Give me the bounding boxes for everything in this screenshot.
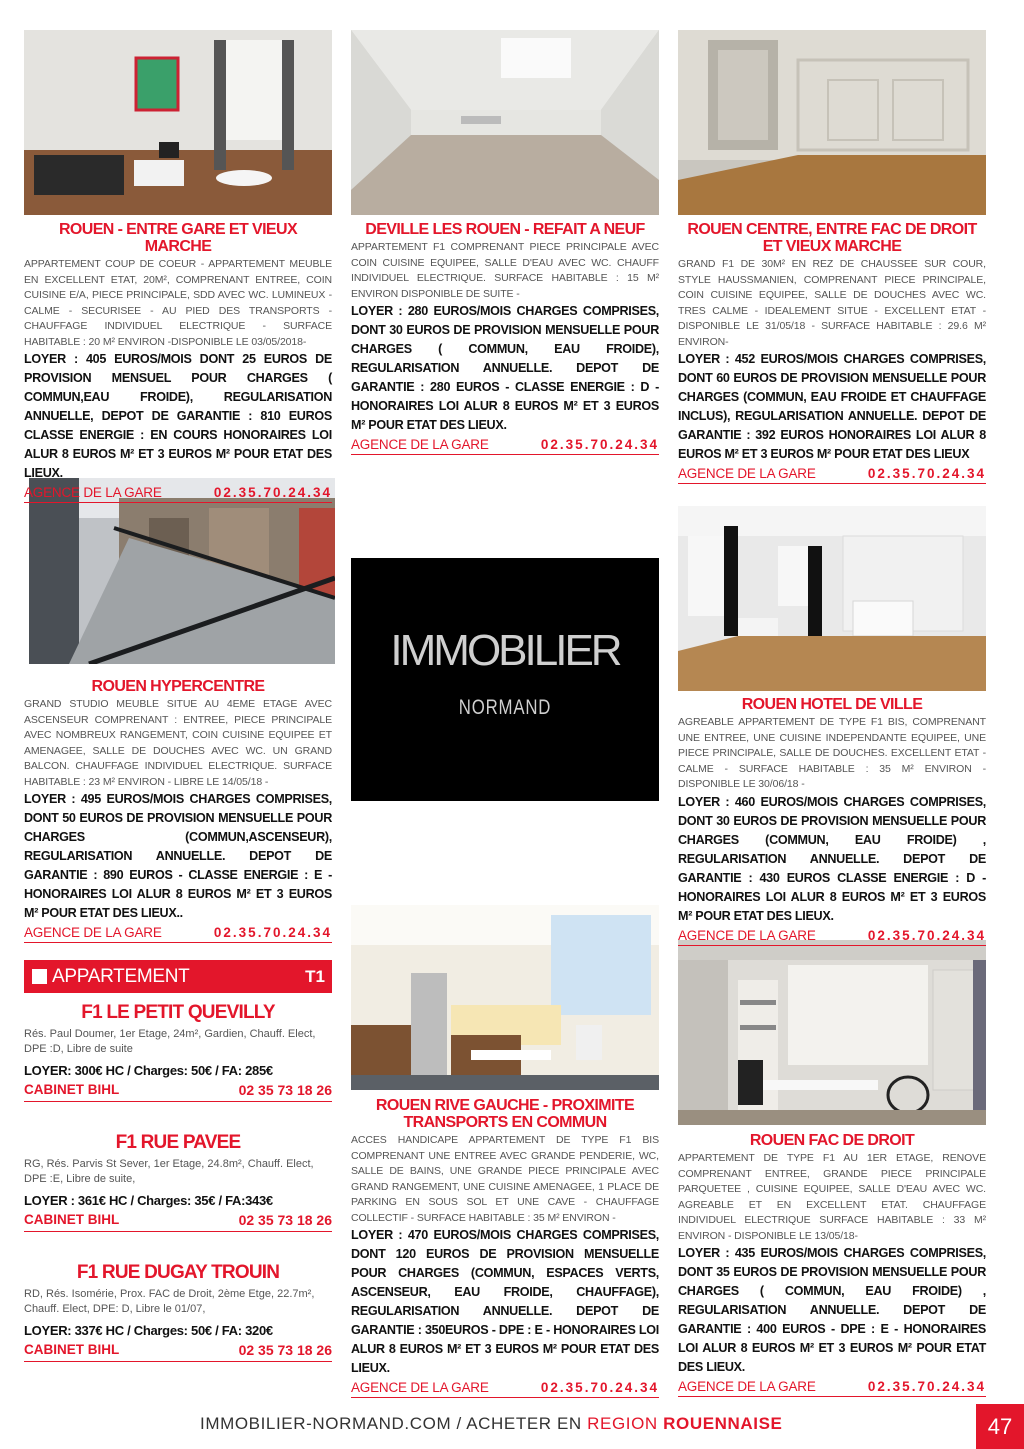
category-type: T1 — [305, 966, 325, 986]
listing-rent-details: LOYER : 495 EUROS/MOIS CHARGES COMPRISES, DONT 50 EUROS DE PROVISION MENSUELLE POUR CHARGES (COMMUN,ASCENSEUR), REGULARISATION ANNUELLE. DEPOT DE GARANTIE : 890 EUROS - CLASSE ENERGIE : E - HONORAIRES LOI ALUR 8 EUROS M² ET 3 EUROS M² POUR ETAT DES LIEUX.. — [24, 792, 332, 920]
page-footer — [200, 1414, 783, 1434]
small-listing-description: RG, Rés. Parvis St Sever, 1er Etage, 24.8m², Chauff. Elect, DPE :E, Libre de suite, — [24, 1158, 314, 1185]
listing-description: APPARTEMENT DE TYPE F1 AU 1ER ETAGE, RENOVE COMPRENANT ENTREE, GRANDE PIECE PRINCIPALE PARQUETEE , CUISINE EQUIPEE, SALLE D'EAU AVEC WC. AGREABLE ET EN EXCELLENT ETAT. CHAUFFAGE INDIVIDUEL ELECTRIQUE SURFACE HABITABLE : 33 M² ENVIRON - DISPONIBLE LE 13/05/18- — [678, 1152, 986, 1242]
listing-rent-details: LOYER : 460 EUROS/MOIS CHARGES COMPRISES, DONT 30 EUROS DE PROVISION MENSUELLE POUR CHARGES (COMMUN, EAU FROIDE) , REGULARISATION ANNUELLE. DEPOT DE GARANTIE : 430 EUROS CLASSE ENERGIE : D - HONORAIRES LOI ALUR 8 EUROS M² ET 3 EUROS M² POUR ETAT DES LIEUX. — [678, 794, 986, 923]
small-listing-rent: LOYER: 337€ HC / Charges: 50€ / FA: 320€ — [24, 1323, 273, 1338]
small-listing-description: RD, Rés. Isomérie, Prox. FAC de Droit, 2ème Etge, 22.7m², Chauff. Elect, DPE: D, Libre le 01/07, — [24, 1288, 315, 1315]
category-bar — [24, 960, 332, 993]
agency-name: AGENCE DE LA GARE — [24, 485, 162, 500]
listing-rent-details: LOYER : 452 EUROS/MOIS CHARGES COMPRISES, DONT 60 EUROS DE PROVISION MENSUELLE POUR CHARGES (COMMUN, EAU FROIDE ET CHAUFFAGE INCLUS), REGULARISATION ANNUELLE. DEPOT DE GARANTIE : 392 EUROS HONORAIRES LOI ALUR 8 EUROS M² ET 3 EUROS M² POUR ETAT DES LIEUX — [678, 352, 986, 461]
listing-photo-fireplace-room — [678, 506, 986, 691]
agency-name: CABINET BIHL — [24, 1212, 120, 1227]
listing-description: AGREABLE APPARTEMENT DE TYPE F1 BIS, COMPRENANT UNE ENTREE, UNE CUISINE INDEPENDANTE EQUIPEE, UNE PIECE PRINCIPALE, SALLE DE DOUCHES. EXCELLENT ETAT - CALME - SURFACE HABITABLE : 35 M² ENVIRON - DISPONIBLE LE 30/06/18 - — [678, 716, 986, 790]
agency-name: AGENCE DE LA GARE — [678, 927, 816, 943]
small-listing-title: F1 RUE PAVEE — [115, 1132, 241, 1153]
agency-phone: 02 35 73 18 26 — [238, 1212, 332, 1228]
logo-main-text: IMMOBILIER — [390, 626, 620, 675]
agency-phone: 02 35 73 18 26 — [238, 1082, 332, 1098]
small-listing-agency-line — [24, 1212, 332, 1232]
immobilier-normand-logo — [351, 558, 659, 801]
listing-rouen-hypercentre — [24, 678, 332, 943]
listing-rouen-gare — [24, 221, 332, 503]
listing-description: ACCES HANDICAPE APPARTEMENT DE TYPE F1 BIS COMPRENANT UNE ENTREE AVEC GRANDE PENDERIE, WC, SALLE DE BAINS, UNE GRANDE PIECE PRINCIPALE AVEC GRAND RANGEMENT, UNE CUISINE AMENAGEE, 1 PLACE DE PARKING EN SOUS SOL ET UNE CAVE - CHAUFFAGE COLLECTIF - SURFACE HABITABLE : 35 M² ENVIRON - — [351, 1134, 659, 1224]
agency-name: AGENCE DE LA GARE — [678, 466, 816, 481]
listing-agency-line — [678, 466, 986, 484]
listing-agency-line — [351, 1380, 659, 1398]
category-label-group — [24, 966, 189, 988]
listing-description: GRAND STUDIO MEUBLE SITUE AU 4EME ETAGE AVEC ASCENSEUR COMPRENANT : ENTREE, PIECE PRINCIPALE AVEC NOMBREUX RANGEMENT, COIN CUISINE EQUIPEE ET AMENAGEE, SALLE DE DOUCHES AVEC WC. UN GRAND BALCON. CHAUFFAGE INDIVIDUEL ELECTRIQUE. SURFACE HABITABLE : 23 M² ENVIRON - LIBRE LE 14/05/18 - — [24, 698, 332, 788]
small-listing-rue-pavee — [24, 1132, 332, 1232]
listing-rouen-fac-de-droit — [678, 1132, 986, 1397]
small-listing-rent: LOYER : 361€ HC / Charges: 35€ / FA:343€ — [24, 1193, 273, 1208]
listing-description: APPARTEMENT F1 COMPRENANT PIECE PRINCIPALE AVEC COIN CUISINE EQUIPEE, SALLE D'EAU AVEC WC. CHAUFF INDIVIDUEL ELECTRIQUE. SURFACE HABITABLE : 15 M² ENVIRON DISPONIBLE DE SUITE - — [351, 241, 659, 300]
agency-phone: 02.35.70.24.34 — [867, 927, 986, 943]
listing-deville — [351, 221, 659, 455]
listing-photo-haussmann-room — [678, 30, 986, 215]
footer-city: ROUENNAISE — [663, 1414, 783, 1433]
listing-photo-living-room — [24, 30, 332, 215]
agency-phone: 02.35.70.24.34 — [540, 1380, 659, 1395]
listing-title: ROUEN CENTRE, ENTRE FAC DE DROIT ET VIEUX MARCHE — [687, 221, 977, 255]
agency-name: AGENCE DE LA GARE — [678, 1379, 816, 1394]
listing-rent-details: LOYER : 435 EUROS/MOIS CHARGES COMPRISES, DONT 35 EUROS DE PROVISION MENSUELLE POUR CHARGES ( COMMUN, EAU FROIDE) , REGULARISATION ANNUELLE. DEPOT DE GARANTIE : 400 EUROS - DPE : E - HONORAIRES LOI ALUR 8 EUROS M² ET 3 EUROS M² POUR ETAT DES LIEUX. — [678, 1246, 986, 1374]
footer-site: IMMOBILIER-NORMAND.COM / — [200, 1414, 467, 1433]
listing-photo-balcony — [29, 478, 335, 664]
agency-phone: 02.35.70.24.34 — [867, 1379, 986, 1394]
listing-rouen-centre — [678, 221, 986, 484]
small-listing-rue-dugay-trouin — [24, 1262, 332, 1362]
small-listing-agency-line — [24, 1082, 332, 1102]
footer-region: REGION — [587, 1414, 664, 1433]
listing-photo-kitchen — [351, 905, 659, 1090]
agency-name: AGENCE DE LA GARE — [351, 1380, 489, 1395]
listing-rouen-hotel-de-ville — [678, 696, 986, 946]
listing-description: GRAND F1 DE 30M² EN REZ DE CHAUSSEE SUR COUR, STYLE HAUSSMANIEN, COMPRENANT PIECE PRINCIPALE, COIN CUISINE EQUIPEE, SALLE DE DOUCHES AVEC WC. TRES CALME - IDEALEMENT SITUE - EXCELLENT ETAT - DISPONIBLE LE 31/05/18 - SURFACE HABITABLE : 29.6 M² ENVIRON- — [678, 258, 986, 348]
small-listing-petit-quevilly — [24, 1002, 332, 1102]
agency-phone: 02 35 73 18 26 — [238, 1342, 332, 1358]
small-listing-agency-line — [24, 1342, 332, 1362]
small-listing-description: Rés. Paul Doumer, 1er Etage, 24m², Gardien, Chauff. Elect, DPE :D, Libre de suite — [24, 1028, 316, 1055]
listing-rent-details: LOYER : 405 EUROS/MOIS DONT 25 EUROS DE PROVISION MENSUEL POUR CHARGES ( COMMUN,EAU FROIDE), REGULARISATION ANNUELLE, DEPOT DE GARANTIE : 810 EUROS CLASSE ENERGIE : EN COURS HONORAIRES LOI ALUR 8 EUROS M² ET 3 EUROS M² POUR ETAT DES LIEUX. — [24, 352, 332, 480]
listing-title: ROUEN - ENTRE GARE ET VIEUX MARCHE — [58, 221, 298, 255]
agency-phone: 02.35.70.24.34 — [213, 925, 332, 940]
listing-title: ROUEN RIVE GAUCHE - PROXIMITE TRANSPORTS EN COMMUN — [375, 1097, 635, 1131]
agency-name: CABINET BIHL — [24, 1342, 120, 1357]
agency-phone: 02.35.70.24.34 — [540, 437, 659, 452]
listing-rent-details: LOYER : 470 EUROS/MOIS CHARGES COMPRISES, DONT 120 EUROS DE PROVISION MENSUELLE POUR CHARGES (COMMUN, ESPACES VERTS, ASCENSEUR, EAU FROIDE, CHAUFFAGE), REGULARISATION ANNUELLE. DEPOT DE GARANTIE : 350EUROS - DPE : E - HONORAIRES LOI ALUR 8 EUROS M² ET 3 EUROS M² POUR ETAT DES LIEUX. — [351, 1228, 659, 1375]
listing-rouen-rive-gauche — [351, 1097, 659, 1398]
listing-title: DEVILLE LES ROUEN - REFAIT A NEUF — [365, 221, 645, 238]
agency-name: AGENCE DE LA GARE — [351, 437, 489, 452]
square-icon — [32, 969, 47, 984]
small-listing-rent: LOYER: 300€ HC / Charges: 50€ / FA: 285€ — [24, 1063, 273, 1078]
listing-title: ROUEN HOTEL DE VILLE — [741, 696, 923, 713]
small-listing-title: F1 LE PETIT QUEVILLY — [81, 1002, 275, 1023]
listing-agency-line — [678, 1379, 986, 1397]
listing-agency-line — [24, 925, 332, 943]
category-label: APPARTEMENT — [52, 965, 190, 987]
listing-title: ROUEN HYPERCENTRE — [91, 678, 265, 695]
listing-photo-attic-room — [351, 30, 659, 215]
listing-description: APPARTEMENT COUP DE COEUR - APPARTEMENT MEUBLE EN EXCELLENT ETAT, 20M², COMPRENANT ENTREE, COIN CUISINE E/A, PIECE PRINCIPALE, SDD AVEC WC. LUMINEUX - CALME - SECURISEE - AU PIED DES TRANSPORTS - CHAUFFAGE INDIVIDUEL ELECTRIQUE - SURFACE HABITABLE : 20 M² ENVIRON -DISPONIBLE LE 03/05/2018- — [24, 258, 332, 348]
listing-photo-bookshelf-room — [678, 940, 986, 1125]
agency-phone: 02.35.70.24.34 — [867, 466, 986, 481]
listing-agency-line — [24, 485, 332, 503]
page-number: 47 — [976, 1404, 1024, 1449]
listing-title: ROUEN FAC DE DROIT — [749, 1132, 915, 1149]
footer-acheter: ACHETER EN — [466, 1414, 588, 1433]
agency-name: CABINET BIHL — [24, 1082, 120, 1097]
listing-agency-line — [351, 437, 659, 455]
agency-name: AGENCE DE LA GARE — [24, 925, 162, 940]
listing-rent-details: LOYER : 280 EUROS/MOIS CHARGES COMPRISES, DONT 30 EUROS DE PROVISION MENSUELLE POUR CHARGES ( COMMUN, EAU FROIDE), REGULARISATION ANNUELLE. DEPOT DE GARANTIE : 280 EUROS - CLASSE ENERGIE : D - HONORAIRES LOI ALUR 8 EUROS M² ET 3 EUROS M² POUR ETAT DES LIEUX. — [351, 304, 659, 432]
agency-phone: 02.35.70.24.34 — [213, 485, 332, 500]
small-listing-title: F1 RUE DUGAY TROUIN — [76, 1262, 280, 1283]
listing-agency-line — [678, 928, 986, 946]
logo-sub-text: NORMAND — [458, 696, 552, 719]
